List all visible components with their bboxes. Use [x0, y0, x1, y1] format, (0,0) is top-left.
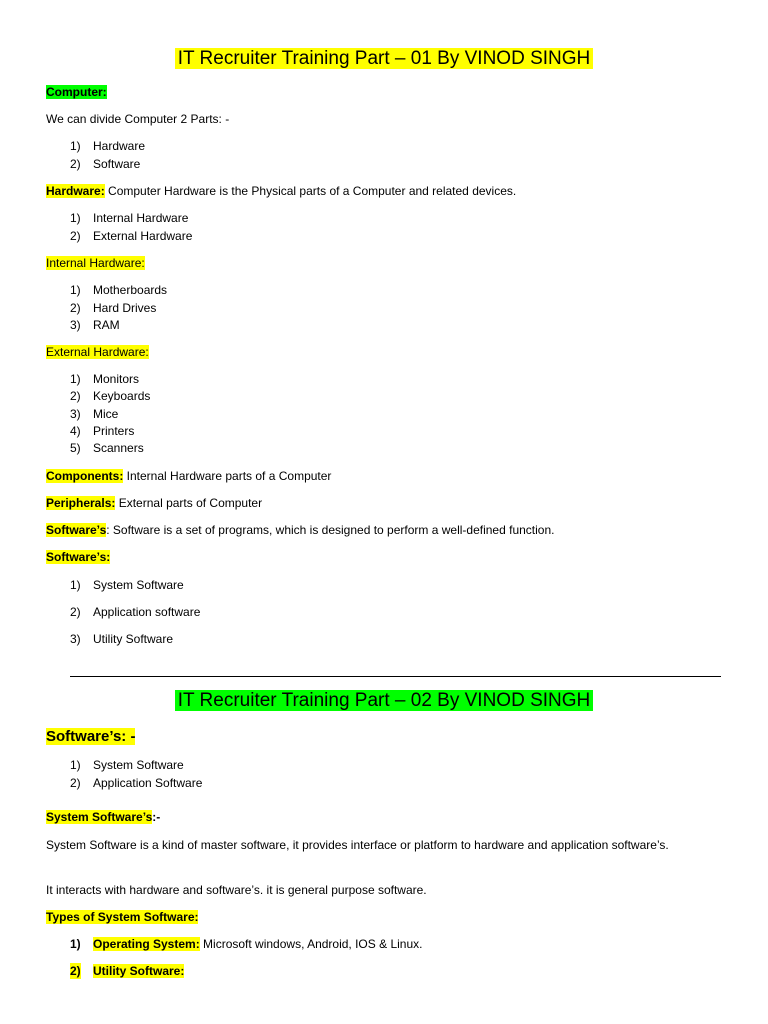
part1-title: IT Recruiter Training Part – 01 By VINOD SINGH — [0, 47, 768, 71]
computer-intro: We can divide Computer 2 Parts: - — [46, 112, 230, 126]
section-divider — [70, 676, 721, 677]
internal-hardware-heading: Internal Hardware: — [46, 256, 145, 270]
hardware-definition: Hardware: Computer Hardware is the Physical parts of a Computer and related devices. — [46, 184, 517, 198]
interacts-paragraph: It interacts with hardware and software’s. it is general purpose software. — [46, 883, 427, 897]
software-definition: Software’s: Software is a set of programs, which is designed to perform a well-defined function. — [46, 523, 555, 537]
software-heading: Software’s: — [46, 550, 111, 564]
computer-heading: Computer: — [46, 85, 107, 99]
document-page: IT Recruiter Training Part – 01 By VINOD SINGH Computer: We can divide Computer 2 Parts: - 1) Hardware 2) Software Hardware: Computer Hardware is the Physical parts of a Computer and related devices. 1) Internal Hardware 2) External Hardware Internal Hardware: 1) Motherboards 2) Hard Drives 3) RAM External Hardware: 1) Monitors 2) Keyboards 3) Mice 4) Printers 5) Scanners Components: Internal Hardware parts of a Computer Peripherals: External parts of Computer Software’s: Software is a set of programs, which is designed to perform a well-defined function. Software’s: 1) System Software 2) Application software 3) Utility Software IT Recruiter Training Part – 02 By VINOD SINGH Software’s: - 1) System Software 2) Application Software System Software’s:- System Software is a kind of master software, it provides interface or platform to hardware and application software’s. It interacts with hardware and software’s. it is general purpose software. Types of System Software: 1) Operating System: Microsoft windows, Android, IOS & Linux. 2) Utility Software: — [0, 0, 768, 1024]
external-hardware-heading: External Hardware: — [46, 345, 149, 359]
components-definition: Components: Internal Hardware parts of a Computer — [46, 469, 332, 483]
system-software-heading: System Software’s:- — [46, 810, 161, 824]
software-heading-part2: Software’s: - — [46, 728, 136, 745]
peripherals-definition: Peripherals: External parts of Computer — [46, 496, 263, 510]
types-heading: Types of System Software: — [46, 910, 199, 924]
part2-title: IT Recruiter Training Part – 02 By VINOD SINGH — [0, 689, 768, 713]
system-software-paragraph: System Software is a kind of master software, it provides interface or platform to hardware and application software’s. — [46, 838, 669, 852]
